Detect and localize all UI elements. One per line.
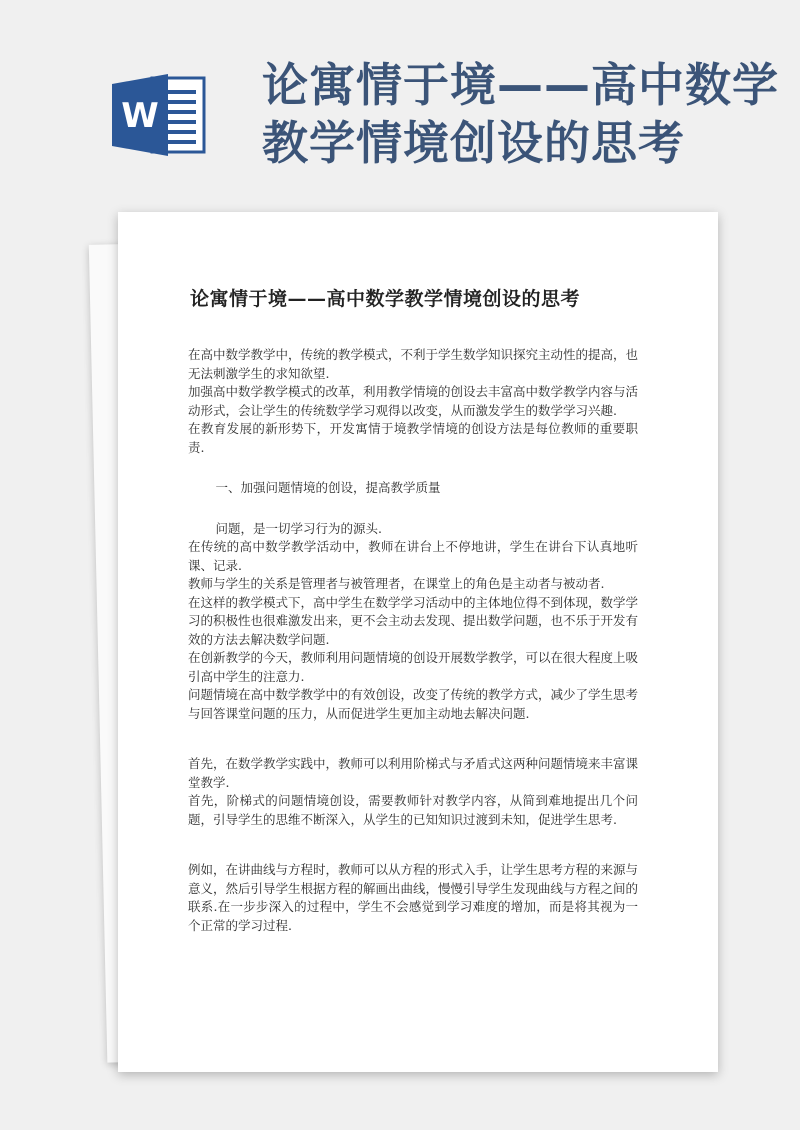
paragraph: 问题情境在高中数学教学中的有效创设，改变了传统的教学方式，减少了学生思考与回答课堂问题的压力，从而促进学生更加主动地去解决问题. (188, 687, 639, 721)
paragraph: 在创新教学的今天，教师利用问题情境的创设开展数学教学，可以在很大程度上吸引高中学生的注意力. (188, 650, 639, 684)
paragraph: 在教育发展的新形势下，开发寓情于境教学情境的创设方法是每位教师的重要职责. (188, 421, 638, 455)
paragraph: 例如，在讲曲线与方程时，教师可以从方程的形式入手，让学生思考方程的来源与意义，然后引导学生根据方程的解画出曲线，慢慢引导学生发现曲线与方程之间的联系.在一步步深入的过程中，学生不会感觉到学习难度的增加，而是将其视为一个正常的学习过程. (188, 862, 639, 933)
paragraph: 在传统的高中数学教学活动中，教师在讲台上不停地讲，学生在讲台下认真地听课、记录. (188, 539, 638, 573)
paragraph: 首先，阶梯式的问题情境创设，需要教师针对教学内容，从简到难地提出几个问题，引导学生的思维不断深入，从学生的已知知识过渡到未知，促进学生思考. (188, 793, 638, 827)
banner-title: 论寓情于境——高中数学教学情境创设的思考 (262, 58, 779, 170)
document-page (118, 212, 718, 1072)
paragraph: 教师与学生的关系是管理者与被管理者，在课堂上的角色是主动者与被动者. (188, 576, 605, 591)
paragraph: 在这样的教学模式下，高中学生在数学学习活动中的主体地位得不到体现，数学学习的积极性也很难激发出来，更不会主动去发现、提出数学问题，也不乐于开发有效的方法去解决数学问题. (188, 594, 639, 647)
word-icon-letter: W (121, 96, 159, 136)
paragraph: 加强高中数学教学模式的改革，利用教学情境的创设去丰富高中数学教学内容与活动形式，会让学生的传统数学学习观得以改变，从而激发学生的数学学习兴趣. (188, 384, 639, 418)
document-body (188, 346, 638, 935)
section-heading: 一、加强问题情境的创设，提高教学质量 (215, 480, 441, 495)
paragraph: 在高中数学教学中，传统的教学模式，不利于学生数学知识探究主动性的提高，也无法刺激学生的求知欲望. (188, 347, 639, 381)
document-title: 论寓情于境——高中数学教学情境创设的思考 (190, 288, 581, 310)
paragraph: 首先，在数学教学实践中，教师可以利用阶梯式与矛盾式这两种问题情境来丰富课堂教学. (188, 756, 639, 790)
paragraph: 问题，是一切学习行为的源头. (215, 520, 382, 536)
word-document-icon (110, 72, 210, 158)
banner (0, 0, 800, 200)
